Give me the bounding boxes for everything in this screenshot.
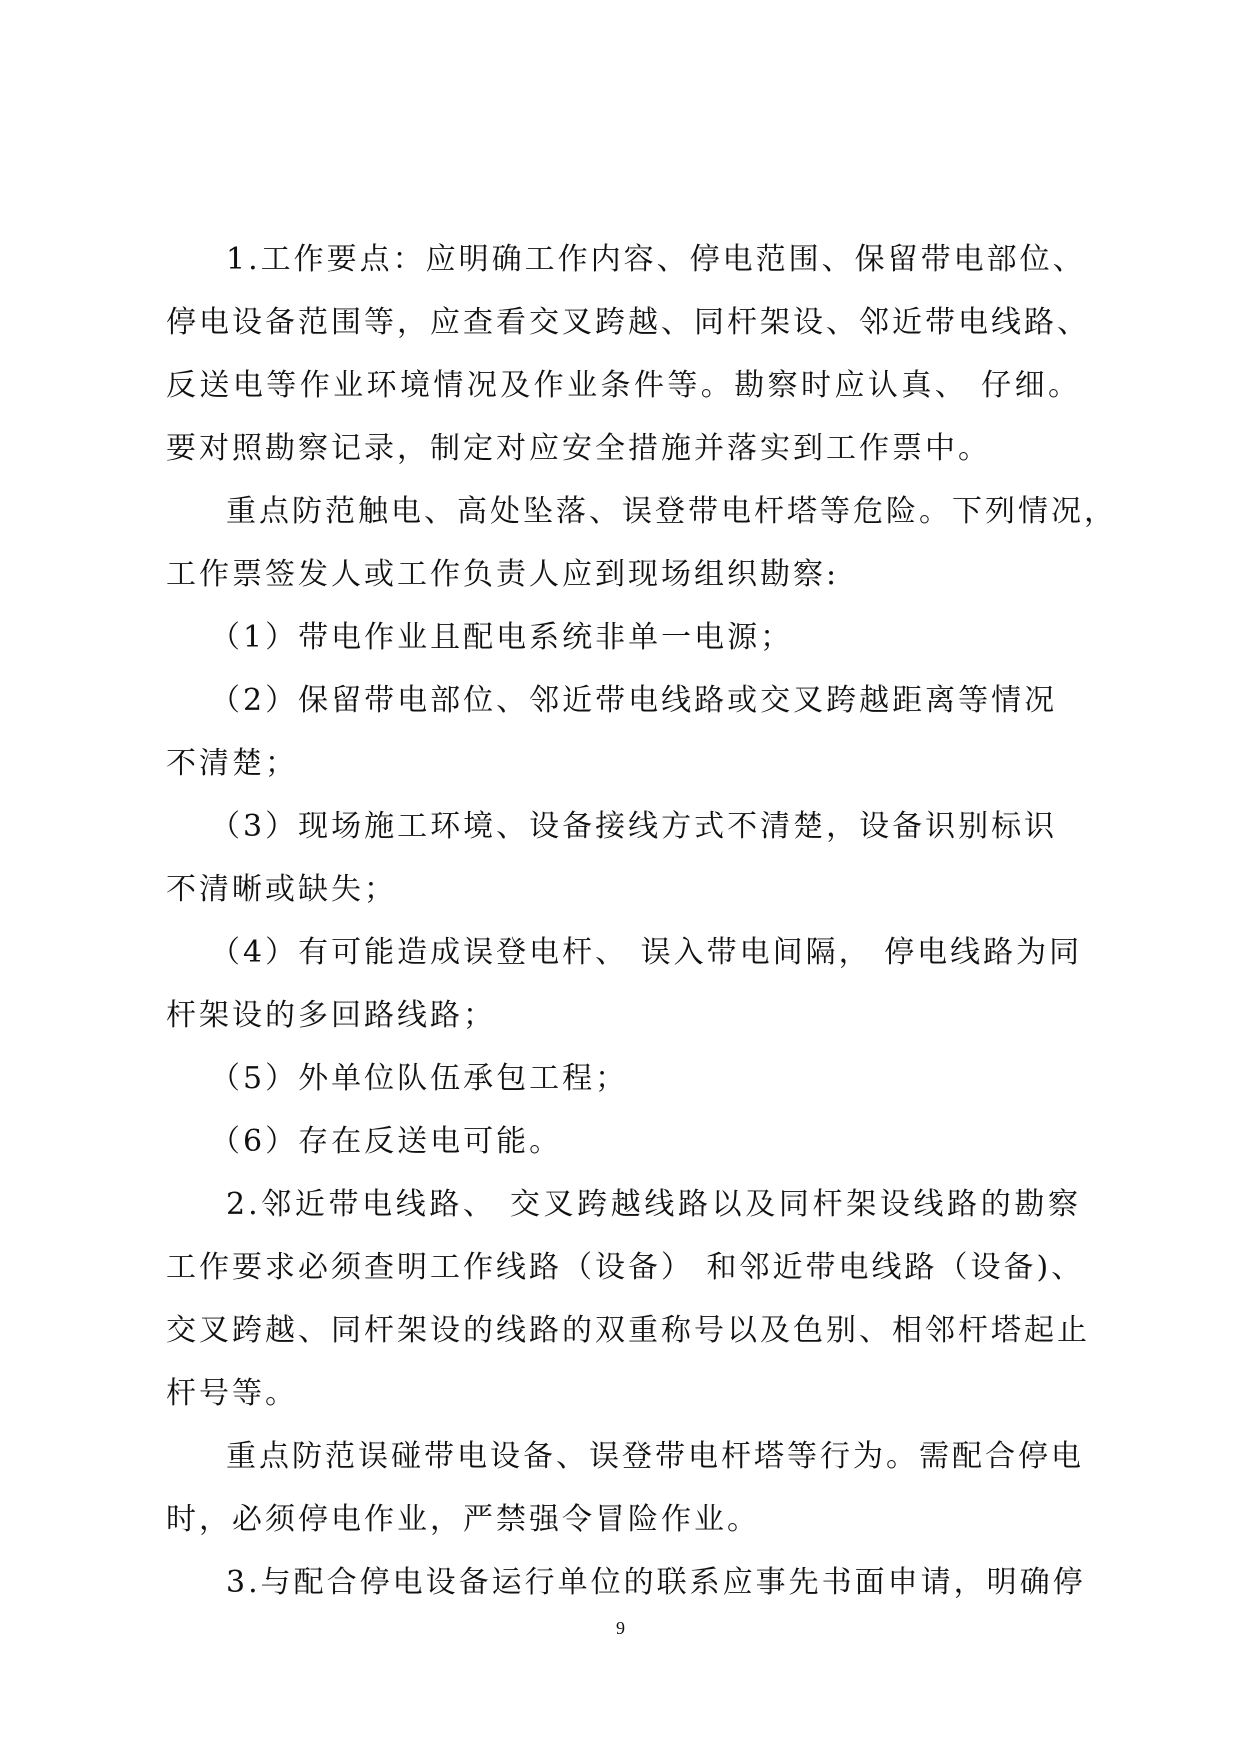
paragraph-line: 重点防范误碰带电设备、误登带电杆塔等行为。需配合停电: [226, 1439, 1084, 1474]
paragraph-line: 工作要求必须查明工作线路（设备） 和邻近带电线路（设备)、: [166, 1250, 1085, 1285]
body-text: [166, 228, 1117, 1614]
paragraph-line: 要对照勘察记录，制定对应安全措施并落实到工作票中。: [166, 431, 991, 466]
list-item-continuation: 杆架设的多回路线路；: [166, 998, 496, 1033]
list-item: （6）存在反送电可能。: [210, 1124, 563, 1159]
paragraph-line: 停电设备范围等，应查看交叉跨越、同杆架设、邻近带电线路、: [166, 305, 1090, 340]
paragraph-line: 反送电等作业环境情况及作业条件等。勘察时应认真、 仔细。: [166, 368, 1081, 403]
list-item-continuation: 不清晰或缺失；: [166, 872, 397, 907]
page-number: 9: [616, 1618, 625, 1638]
list-item: （2）保留带电部位、邻近带电线路或交叉跨越距离等情况: [210, 683, 1058, 718]
paragraph-line: 2.邻近带电线路、 交叉跨越线路以及同杆架设线路的勘察: [226, 1187, 1081, 1222]
paragraph-line: 杆号等。: [166, 1376, 298, 1411]
list-item: （5）外单位队伍承包工程；: [210, 1061, 629, 1096]
list-item: （1）带电作业且配电系统非单一电源；: [210, 620, 794, 655]
list-item: （4）有可能造成误登电杆、 误入带电间隔， 停电线路为同: [210, 935, 1083, 970]
paragraph-line: 工作票签发人或工作负责人应到现场组织勘察:: [166, 557, 840, 592]
paragraph-line: 重点防范触电、高处坠落、误登带电杆塔等危险。下列情况，: [226, 494, 1117, 529]
paragraph-line: 交叉跨越、同杆架设的线路的双重称号以及色别、相邻杆塔起止: [166, 1313, 1090, 1348]
list-item-continuation: 不清楚；: [166, 746, 298, 781]
paragraph-line: 3.与配合停电设备运行单位的联系应事先书面申请，明确停: [226, 1565, 1086, 1600]
list-item: （3）现场施工环境、设备接线方式不清楚，设备识别标识: [210, 809, 1058, 844]
paragraph-line: 1.工作要点：应明确工作内容、停电范围、保留带电部位、: [226, 242, 1086, 277]
paragraph-line: 时，必须停电作业，严禁强令冒险作业。: [166, 1502, 760, 1537]
